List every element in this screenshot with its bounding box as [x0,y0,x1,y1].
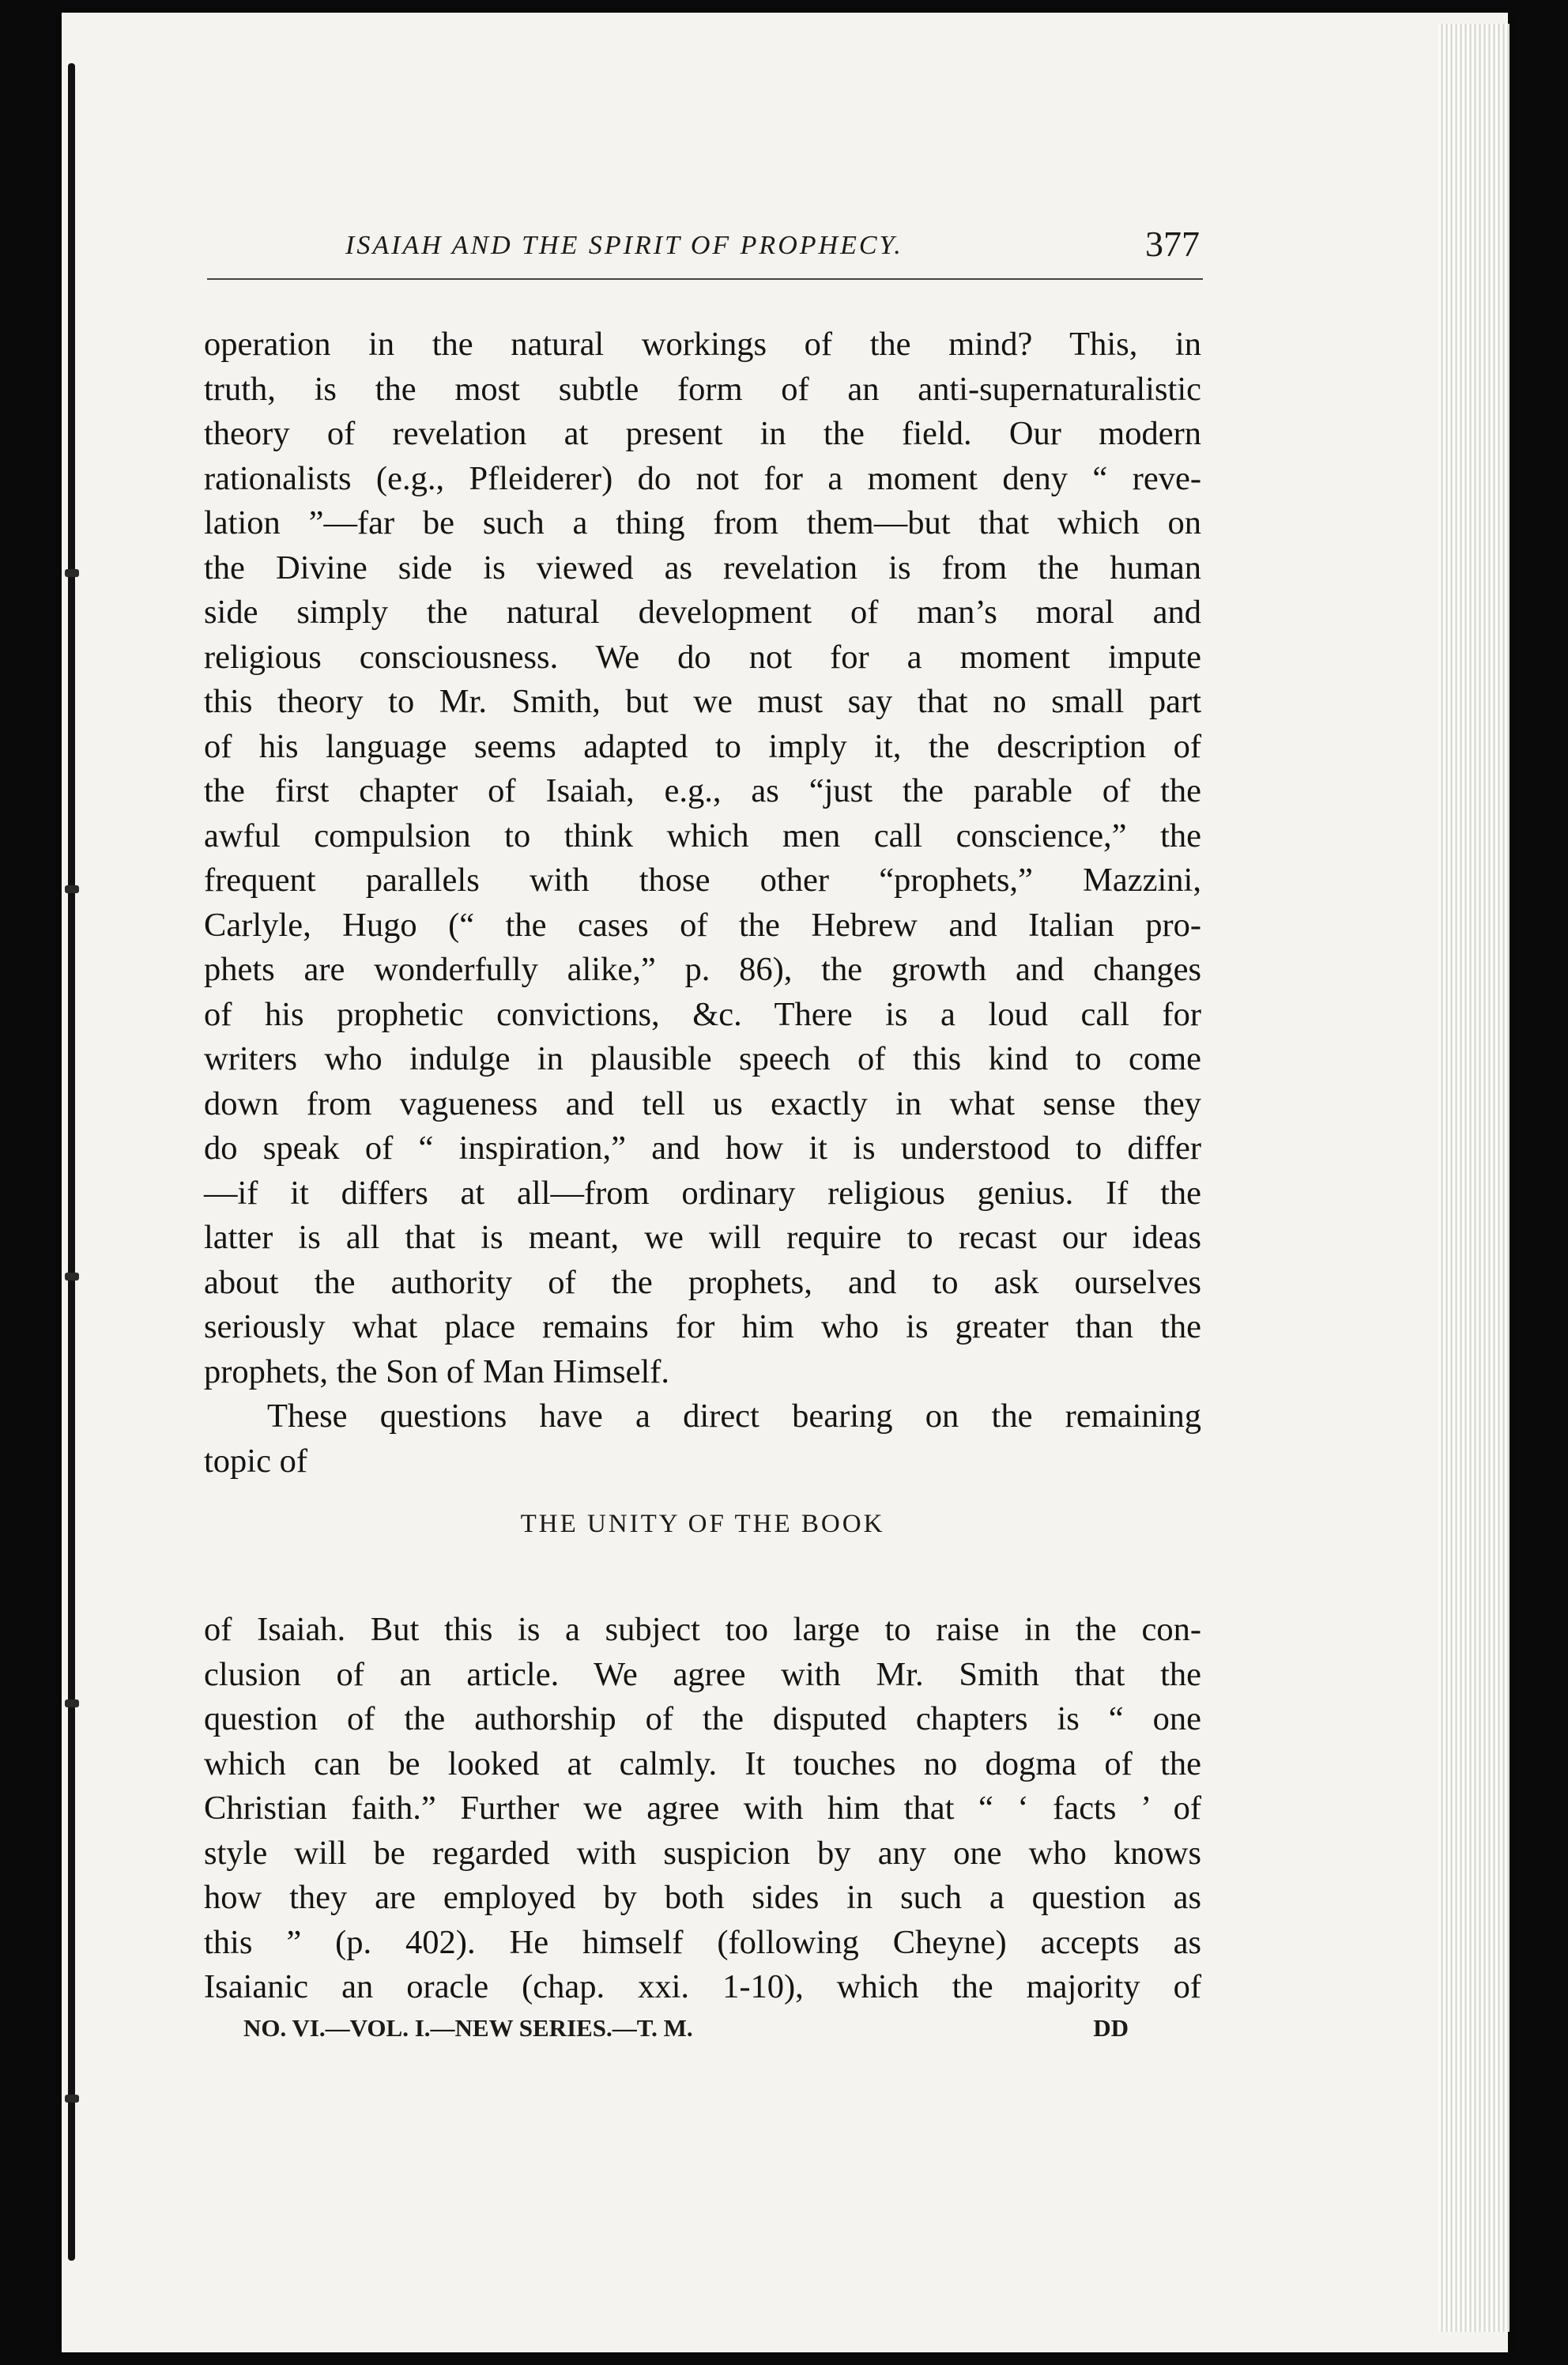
binding-thread [68,63,75,2261]
body-text [204,1608,1201,2010]
text-line: do speak of “ inspiration,” and how it is understood to differ [204,1130,1201,1167]
text-line: of his language seems adapted to imply it, the description of [204,727,1201,765]
running-title: ISAIAH AND THE SPIRIT OF PROPHECY. [345,231,903,260]
text-line: of his prophetic convictions, &c. There is a loud call for [204,995,1201,1033]
text-line: religious consciousness. We do not for a moment impute [204,638,1201,676]
text-line: topic of [204,1442,308,1480]
binding-stitch [65,569,79,577]
signature-mark: DD [1093,2014,1129,2042]
text-line: Isaianic an oracle (chap. xxi. 1-10), which the majority of [204,1968,1201,2005]
text-line: rationalists (e.g., Pfleiderer) do not for a moment deny “ reve- [204,459,1201,497]
text-line: writers who indulge in plausible speech of this kind to come [204,1040,1201,1077]
text-line: style will be regarded with suspicion by any one who knows [204,1834,1201,1872]
binding-stitch [65,2095,79,2103]
text-line: Christian faith.” Further we agree with him that “ ‘ facts ’ of [204,1790,1201,1827]
printer-signature [243,2014,1129,2042]
text-line: of Isaiah. But this is a subject too large to raise in the con- [204,1611,1201,1648]
text-line: seriously what place remains for him who is greater than the [204,1308,1201,1345]
text-line: which can be looked at calmly. It touches no dogma of the [204,1745,1201,1782]
text-line: this ” (p. 402). He himself (following Cheyne) accepts as [204,1923,1201,1961]
text-line: about the authority of the prophets, and to ask ourselves [204,1263,1201,1301]
page-number: 377 [1145,224,1200,264]
text-line: side simply the natural development of man’s moral and [204,594,1201,631]
text-line: theory of revelation at present in the field. Our modern [204,415,1201,452]
binding-stitch [65,885,79,893]
text-line: how they are employed by both sides in such a question as [204,1879,1201,1916]
text-line: question of the authorship of the disputed chapters is “ one [204,1700,1201,1737]
body-text [204,322,1201,1484]
text-line: —if it differs at all—from ordinary religious genius. If the [204,1174,1201,1212]
text-line: awful compulsion to think which men call conscience,” the [204,817,1201,854]
page-edges [1438,24,1510,2332]
signature-text: NO. VI.—VOL. I.—NEW SERIES.—T. M. [243,2014,693,2042]
text-line: frequent parallels with those other “prophets,” Mazzini, [204,862,1201,899]
text-line: phets are wonderfully alike,” p. 86), the growth and changes [204,951,1201,988]
running-header [207,223,1203,280]
text-line: this theory to Mr. Smith, but we must say that no small part [204,683,1201,720]
text-line: These questions have a direct bearing on the remaining [267,1398,1201,1435]
section-heading: THE UNITY OF THE BOOK [520,1510,885,1538]
text-line: down from vagueness and tell us exactly in what sense they [204,1084,1201,1122]
text-line: prophets, the Son of Man Himself. [204,1352,670,1390]
binding-stitch [65,1699,79,1707]
text-line: clusion of an article. We agree with Mr. Smith that the [204,1655,1201,1693]
text-line: latter is all that is meant, we will require to recast our ideas [204,1219,1201,1256]
text-line: operation in the natural workings of the mind? This, in [204,326,1201,363]
text-line: lation ”—far be such a thing from them—but that which on [204,504,1201,541]
text-line: Carlyle, Hugo (“ the cases of the Hebrew and Italian pro- [204,906,1201,944]
text-line: the Divine side is viewed as revelation is from the human [204,549,1201,587]
text-line: truth, is the most subtle form of an anti-supernaturalistic [204,370,1201,408]
text-line: the first chapter of Isaiah, e.g., as “just the parable of the [204,772,1201,809]
binding-stitch [65,1273,79,1281]
